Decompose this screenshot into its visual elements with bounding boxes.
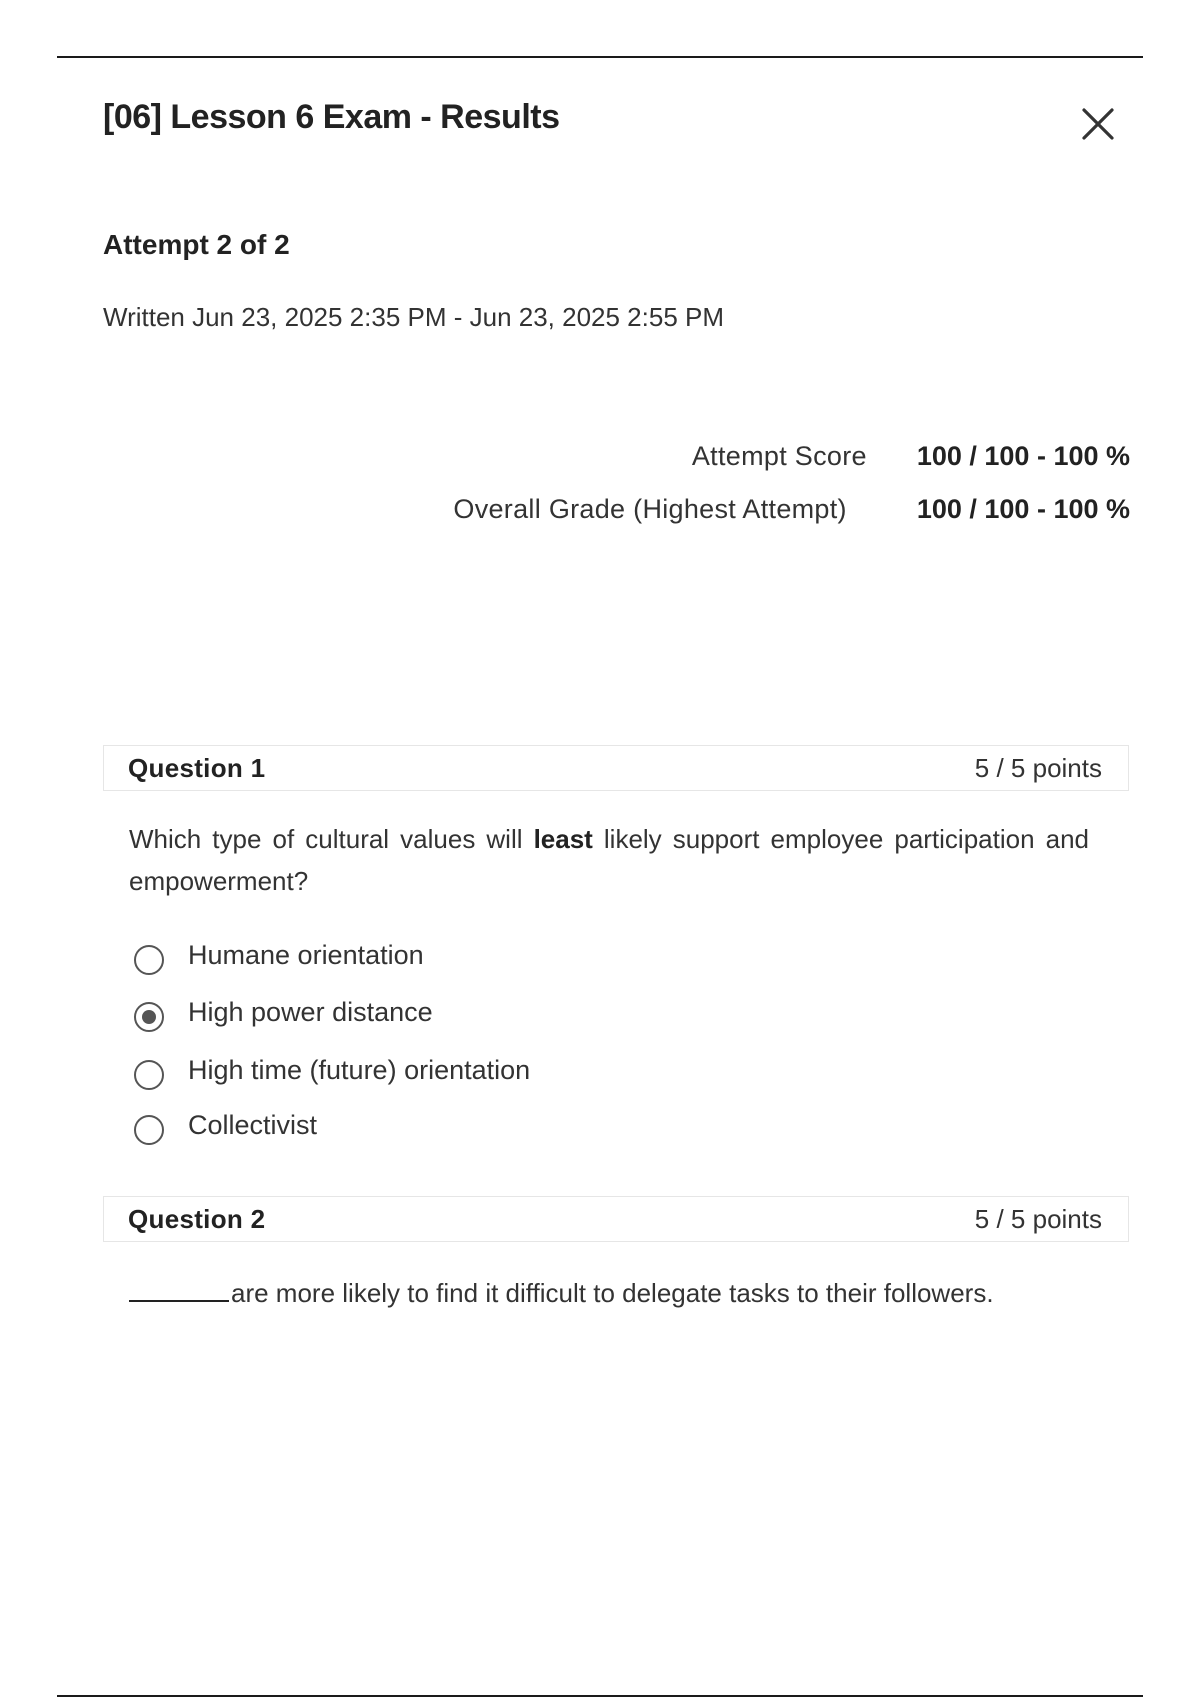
close-icon: [1078, 104, 1118, 144]
attempt-score-label: Attempt Score: [691, 441, 867, 471]
question-1-text-before: Which type of cultural values will: [129, 824, 534, 854]
attempt-label: Attempt 2 of 2: [103, 229, 290, 260]
option-label: Humane orientation: [188, 940, 424, 970]
question-1-text-bold: least: [533, 824, 593, 854]
close-button[interactable]: [1078, 104, 1118, 144]
question-1-points: 5 / 5 points: [974, 752, 1102, 783]
question-2-text-body: are more likely to find it difficult to delegate tasks to their followers.: [231, 1278, 994, 1308]
question-1-text-after: likely support employee participation and empowerment?: [129, 824, 1089, 896]
question-1-option-1[interactable]: [134, 940, 424, 971]
question-1-option-3[interactable]: [134, 1055, 530, 1086]
overall-grade-row: [453, 494, 1130, 525]
question-1-text: [129, 818, 1089, 902]
top-divider: [57, 56, 1143, 58]
question-2-points: 5 / 5 points: [974, 1203, 1102, 1234]
question-2-text: [129, 1272, 1129, 1314]
question-2-header: [103, 1196, 1129, 1242]
overall-grade-value: 100 / 100 - 100 %: [916, 494, 1130, 524]
page-title: [06] Lesson 6 Exam - Results: [103, 98, 560, 136]
attempt-written-time: Written Jun 23, 2025 2:35 PM - Jun 23, 2025 2:55 PM: [103, 302, 725, 332]
bottom-divider: [57, 1695, 1143, 1697]
option-label: High time (future) orientation: [188, 1055, 531, 1085]
overall-grade-label: Overall Grade (Highest Attempt): [453, 494, 847, 524]
question-1-option-4[interactable]: [134, 1110, 317, 1141]
question-1-title: Question 1: [128, 752, 266, 783]
radio-button[interactable]: [134, 945, 164, 975]
radio-button[interactable]: [134, 1060, 164, 1090]
radio-dot: [142, 1010, 156, 1024]
option-label: Collectivist: [188, 1110, 318, 1140]
fill-in-blank: [129, 1274, 229, 1302]
radio-button[interactable]: [134, 1115, 164, 1145]
question-1-header: [103, 745, 1129, 791]
question-1-option-2[interactable]: [134, 997, 433, 1028]
attempt-score-row: [692, 441, 1130, 472]
option-label: High power distance: [188, 997, 433, 1027]
attempt-score-value: 100 / 100 - 100 %: [916, 441, 1130, 471]
radio-button[interactable]: [134, 1002, 164, 1032]
question-2-title: Question 2: [128, 1203, 266, 1234]
